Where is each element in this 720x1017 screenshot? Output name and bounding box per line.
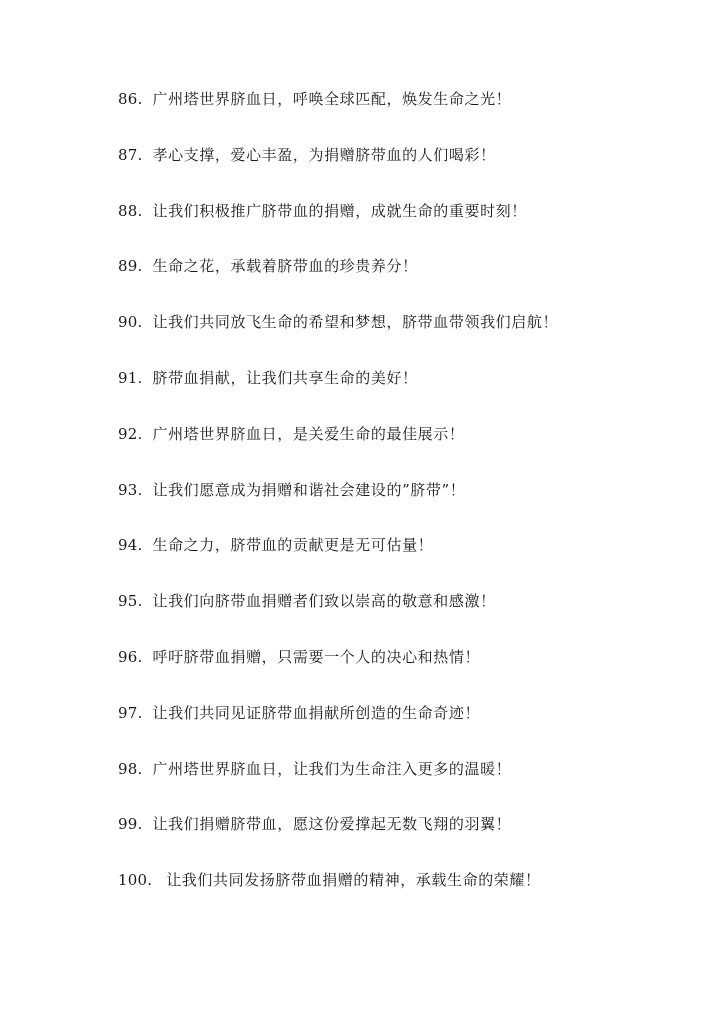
list-item	[118, 198, 698, 254]
item-text: 让我们共同放飞生命的希望和梦想，脐带血带领我们启航！	[152, 313, 559, 332]
item-text: 广州塔世界脐血日，呼唤全球匹配，焕发生命之光！	[152, 90, 512, 108]
item-number: 87.	[118, 145, 143, 164]
item-number: 95.	[118, 592, 143, 611]
list-item	[118, 811, 698, 867]
item-text: 广州塔世界脐血日，是关爱生命的最佳展示！	[152, 424, 465, 443]
item-text: 孝心支撑，爱心丰盈，为捐赠脐带血的人们喝彩！	[152, 145, 496, 164]
item-number: 90.	[118, 313, 143, 332]
item-number: 97.	[118, 703, 143, 722]
list-item	[118, 309, 698, 365]
item-text: 生命之花，承载着脐带血的珍贵养分！	[152, 257, 418, 276]
list-item	[118, 421, 698, 477]
item-number: 100.	[118, 871, 153, 890]
item-number: 94.	[118, 536, 143, 555]
list-item	[118, 253, 698, 309]
item-number: 92.	[118, 424, 143, 443]
slogan-list	[118, 86, 698, 923]
list-item	[118, 644, 698, 700]
item-text: 广州塔世界脐血日，让我们为生命注入更多的温暖！	[152, 759, 512, 778]
item-text: 生命之力，脐带血的贡献更是无可估量！	[152, 536, 434, 555]
item-number: 96.	[118, 647, 143, 666]
item-text: 让我们共同发扬脐带血捐赠的精神，承载生命的荣耀！	[166, 871, 541, 890]
item-text: 让我们向脐带血捐赠者们致以崇高的敬意和感激！	[152, 592, 496, 611]
list-item	[118, 756, 698, 812]
list-item	[118, 365, 698, 421]
list-item	[118, 477, 698, 533]
list-item	[118, 532, 698, 588]
item-number: 99.	[118, 815, 143, 834]
item-text: 让我们愿意成为捐赠和谐社会建设的”脐带”！	[152, 480, 466, 499]
item-number: 98.	[118, 759, 143, 778]
list-item	[118, 86, 698, 142]
item-text: 让我们共同见证脐带血捐献所创造的生命奇迹！	[152, 703, 481, 722]
list-item	[118, 142, 698, 198]
list-item	[118, 867, 698, 923]
item-number: 91.	[118, 368, 143, 387]
list-item	[118, 588, 698, 644]
item-number: 89.	[118, 257, 143, 276]
item-number: 86.	[118, 90, 143, 108]
item-number: 88.	[118, 201, 143, 220]
item-number: 93.	[118, 480, 143, 499]
item-text: 让我们积极推广脐带血的捐赠，成就生命的重要时刻！	[152, 201, 527, 220]
item-text: 脐带血捐献，让我们共享生命的美好！	[152, 368, 418, 387]
item-text: 让我们捐赠脐带血，愿这份爱撑起无数飞翔的羽翼！	[152, 815, 512, 834]
item-text: 呼吁脐带血捐赠，只需要一个人的决心和热情！	[152, 647, 481, 666]
list-item	[118, 700, 698, 756]
